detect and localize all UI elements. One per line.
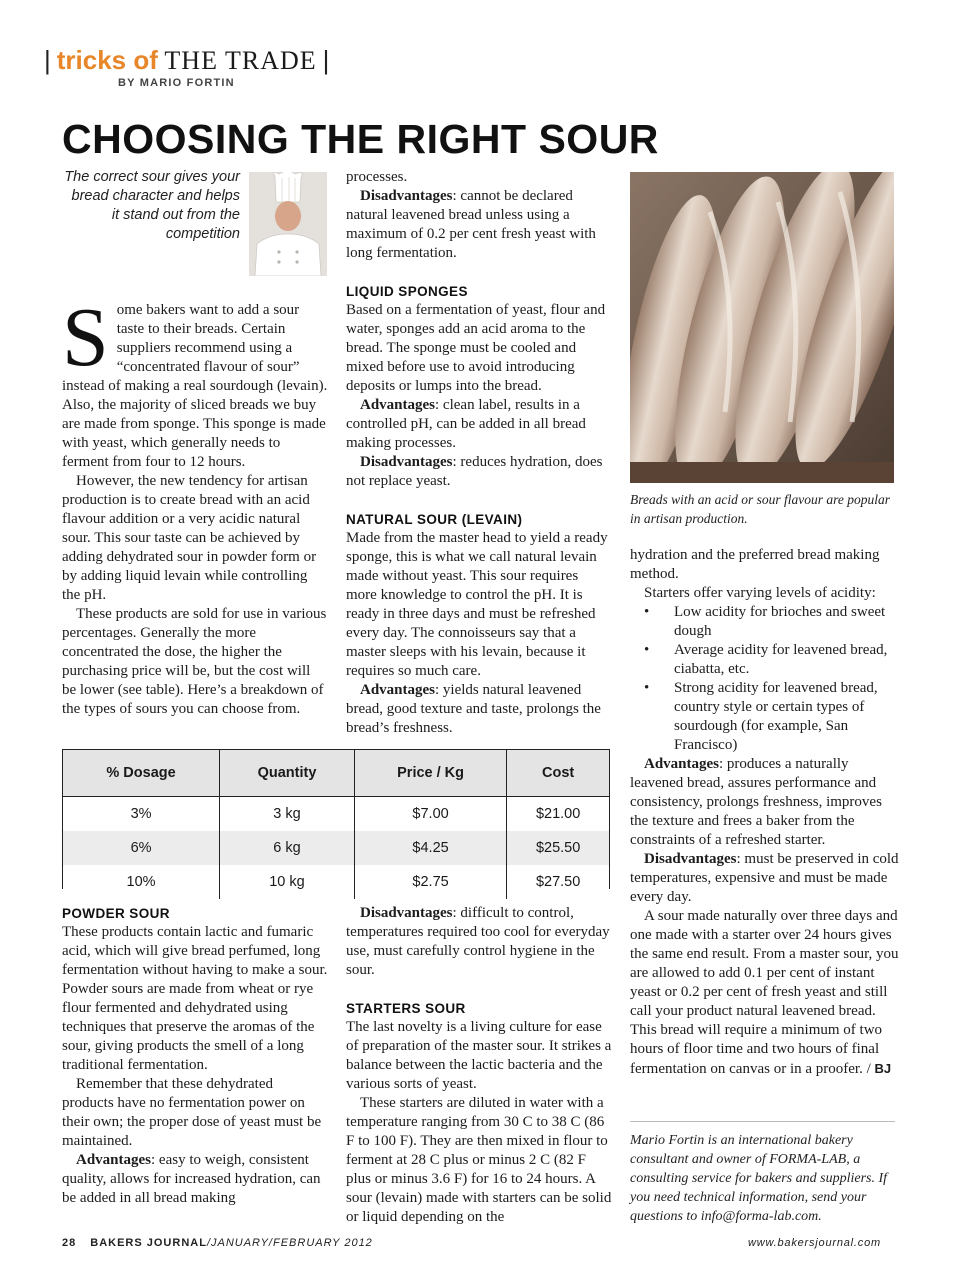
label-advantages: Advantages xyxy=(76,1152,152,1168)
footer-left xyxy=(62,1237,373,1249)
heading-natural-sour: NATURAL SOUR (LEVAIN) xyxy=(346,512,523,527)
table-row xyxy=(63,865,609,899)
column-name-suffix: THE TRADE xyxy=(164,46,317,75)
liquid-disadvantages: : reduces hydration, does not replace yeast. xyxy=(346,454,603,489)
powder-disadvantages: : difficult to control, temperatures required too cool for everyday use, must carefully control hygiene in the sour. xyxy=(346,905,610,978)
powder-paragraph-2: Remember that these dehydrated products have no fermentation power on their own; the proper dose of yeast must be maintained. xyxy=(62,1076,322,1149)
table-cell: 6 kg xyxy=(220,831,355,865)
list-item-text: Average acidity for leavened bread, ciabatta, etc. xyxy=(674,642,888,677)
signoff: BJ xyxy=(874,1061,892,1076)
list-item xyxy=(630,679,900,755)
starters-disadvantages: : must be preserved in cold temperatures, expensive and must be made every day. xyxy=(630,851,899,905)
column-name-prefix: tricks of xyxy=(56,45,158,75)
table-cell: $7.00 xyxy=(354,797,506,832)
author-bio: Mario Fortin is an international bakery consultant and owner of FORMA-LAB, a consulting service for bakers and suppliers. If you need technical information, send your questions to info@forma-lab.com. xyxy=(630,1133,888,1224)
divider-bar: | xyxy=(322,45,330,75)
starters-paragraph-2: These starters are diluted in water with a temperature ranging from 30 C to 38 C (86 F to 100 F). They are then mixed in flour to ferment at 28 C plus or minus 2 C (82 F plus or minus 3.6 F) for 16 to 24 hours. A sour (levain) made with starters can be solid or liquid depending on the xyxy=(346,1095,612,1225)
bio-divider xyxy=(630,1121,895,1122)
label-disadvantages: Disadvantages xyxy=(360,188,453,204)
label-disadvantages: Disadvantages xyxy=(360,905,453,921)
table-cell: 10 kg xyxy=(220,865,355,899)
table-cell: $25.50 xyxy=(507,831,609,865)
table-header-cost: Cost xyxy=(507,750,609,797)
list-item-text: Strong acidity for leavened bread, country style or certain types of sourdough (for example, San Francisco) xyxy=(674,680,878,753)
continued-text: processes. xyxy=(346,169,408,185)
page-number: 28 xyxy=(62,1237,77,1249)
website-link[interactable]: www.bakersjournal.com xyxy=(748,1237,881,1249)
table-header-price: Price / Kg xyxy=(354,750,506,797)
byline: BY MARIO FORTIN xyxy=(118,77,235,89)
label-advantages: Advantages xyxy=(644,756,720,772)
bullet: • xyxy=(644,680,650,696)
intro-paragraph-3: These products are sold for use in various percentages. Generally the more concentrated the dose, the higher the purchasing price will be, but the cost will be lower (see table). Here’s a breakdown of the types of sours you can choose from. xyxy=(62,606,327,717)
column-3 xyxy=(630,546,900,1079)
starters-advantages: : produces a naturally leavened bread, assures performance and consistency, prolongs freshness, improves the texture and frees a baker from the constraints of a refreshed starter. xyxy=(630,756,882,848)
table-cell: 10% xyxy=(63,865,220,899)
table-cell: 3 kg xyxy=(220,797,355,832)
column-3-paragraph-1: hydration and the preferred bread making method. xyxy=(630,547,880,582)
column-1-intro xyxy=(62,291,328,719)
label-advantages: Advantages xyxy=(360,397,436,413)
table-cell: $4.25 xyxy=(354,831,506,865)
bullet: • xyxy=(644,604,650,620)
heading-liquid-sponges: LIQUID SPONGES xyxy=(346,284,468,299)
table-row xyxy=(63,831,609,865)
list-item xyxy=(630,641,900,679)
natural-advantages: : yields natural leavened bread, good texture and taste, prolongs the bread’s freshness. xyxy=(346,682,601,736)
powder-disadvantages-cont: : cannot be declared natural leavened bread unless using a maximum of 0.2 per cent fresh yeast with long fermentation. xyxy=(346,188,596,261)
magazine-name: BAKERS JOURNAL xyxy=(90,1237,207,1249)
table-cell: $27.50 xyxy=(507,865,609,899)
list-item xyxy=(630,603,900,641)
heading-starters-sour: STARTERS SOUR xyxy=(346,1001,466,1016)
list-item-text: Low acidity for brioches and sweet dough xyxy=(674,604,886,639)
photo-caption: Breads with an acid or sour flavour are popular in artisan production. xyxy=(630,492,891,526)
intro-paragraph-1: ome bakers want to add a sour taste to their breads. Certain suppliers recommend using a “concentrated flavour of sour” instead of making a real sourdough (levain). Also, the majority of sliced breads we buy are made from sponge. This sponge is made with yeast, which generally needs to ferment from four to 12 hours. xyxy=(62,302,328,470)
bullet: • xyxy=(644,642,650,658)
intro-paragraph-2: However, the new tendency for artisan production is to create bread with an acid flavour addition or a very acidic natural sour. This sour taste can be achieved by adding dehydrated sour in powder form or by adding liquid levain while controlling the pH. xyxy=(62,473,317,603)
issue-date: /JANUARY/FEBRUARY 2012 xyxy=(206,1237,373,1249)
table-header-quantity: Quantity xyxy=(220,750,355,797)
label-disadvantages: Disadvantages xyxy=(360,454,453,470)
table-cell: $2.75 xyxy=(354,865,506,899)
heading-powder-sour: POWDER SOUR xyxy=(62,906,170,921)
acidity-list xyxy=(630,603,900,755)
column-2-starters xyxy=(346,904,612,1227)
label-disadvantages: Disadvantages xyxy=(644,851,737,867)
label-advantages: Advantages xyxy=(360,682,436,698)
column-3-paragraph-2: Starters offer varying levels of acidity: xyxy=(644,585,876,601)
divider-bar: | xyxy=(44,45,51,75)
powder-advantages: : easy to weigh, consistent quality, allows for increased hydration, can be added in all bread making xyxy=(62,1152,321,1206)
table-row xyxy=(63,797,609,832)
bread-photo xyxy=(630,172,894,483)
table-cell: $21.00 xyxy=(507,797,609,832)
drop-cap: S xyxy=(62,291,109,384)
liquid-sponges-paragraph: Based on a fermentation of yeast, flour and water, sponges add an acid aroma to the bread. The sponge must be cooled and mixed before use to avoid introducing deposits or lumps into the bread. xyxy=(346,302,606,394)
column-2-top xyxy=(346,168,612,738)
starters-paragraph-1: The last novelty is a living culture for ease of preparation of the master sour. It strikes a balance between the lactic bacteria and the various sorts of yeast. xyxy=(346,1019,612,1092)
author-portrait xyxy=(249,172,327,276)
column-3-paragraph-3: A sour made naturally over three days and one made with a starter over 24 hours gives the same end result. From a master sour, you are allowed to add 0.1 per cent of instant yeast or 0.2 per cent of fresh yeast and still call your product natural leavened bread. This bread will require a minimum of two hours of floor time and two hours of final fermentation on canvas or in a proofer. / xyxy=(630,908,899,1077)
natural-sour-paragraph: Made from the master head to yield a ready sponge, this is what we call natural levain made without yeast. This sour requires more knowledge to control the pH. It is ready in three days and must be refreshed every day. The connoisseurs say that a master sleeps with his levain, because it requires so much care. xyxy=(346,530,608,679)
headline: CHOOSING THE RIGHT SOUR xyxy=(62,116,659,162)
dosage-price-table xyxy=(62,749,610,889)
powder-paragraph-1: These products contain lactic and fumaric acid, which will give bread perfumed, long fermentation without having to make a sour. Powder sours are made from wheat or rye flour fermented and dehydrated using techniques that preserve the aromas of the sour, giving products the smell of a long traditional fermentation. xyxy=(62,924,328,1073)
table-cell: 6% xyxy=(63,831,220,865)
column-1-powder xyxy=(62,904,328,1208)
deck: The correct sour gives your bread character and helps it stand out from the competition xyxy=(64,169,240,242)
column-title xyxy=(38,44,335,77)
liquid-advantages: : clean label, results in a controlled pH, can be added in all bread making processes. xyxy=(346,397,586,451)
table-cell: 3% xyxy=(63,797,220,832)
table-header-dosage: % Dosage xyxy=(63,750,220,797)
